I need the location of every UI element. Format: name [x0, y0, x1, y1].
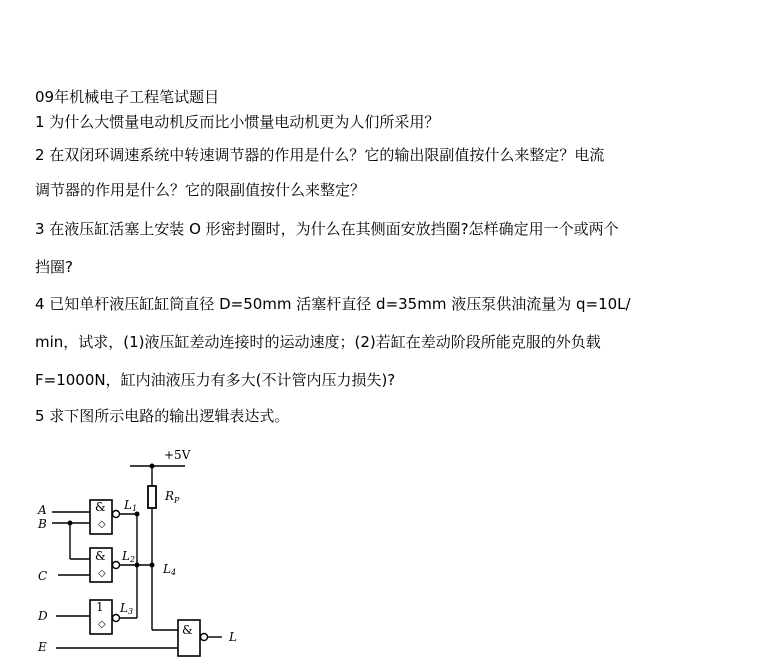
gate-2-oc-mark: ◇ — [98, 568, 106, 579]
gate-4-symbol: & — [182, 623, 193, 637]
question-5: 5 求下图所示电路的输出逻辑表达式。 — [35, 407, 290, 425]
resistor-label: $R_P$ — [165, 489, 180, 505]
input-d-label: D — [38, 609, 48, 623]
supply-label: +5V — [164, 448, 191, 462]
pullup-resistor — [148, 486, 156, 508]
document-title: 09年机械电子工程笔试题目 — [35, 88, 220, 106]
question-3-line-1: 3 在液压缸活塞上安装 O 形密封圈时，为什么在其侧面安放挡圈?怎样确定用一个或两个 — [35, 220, 619, 238]
l2-label: L2 — [122, 549, 136, 564]
gate-3-output-bubble — [113, 615, 120, 622]
l1-label: L1 — [124, 498, 138, 513]
gate-1-symbol: & — [95, 500, 106, 514]
logic-circuit-diagram — [0, 440, 766, 662]
junction-dot — [68, 521, 73, 526]
input-c-label: C — [38, 569, 48, 583]
question-3-line-2: 挡圈? — [35, 258, 73, 276]
question-2-line-2: 调节器的作用是什么？它的限副值按什么来整定？ — [35, 181, 366, 199]
l3-label: L3 — [120, 601, 134, 616]
output-l-label: L — [229, 630, 237, 644]
gate-1-output-bubble — [113, 511, 120, 518]
l4-label: L4 — [163, 562, 177, 577]
question-2-line-1: 2 在双闭环调速系统中转速调节器的作用是什么？它的输出限副值按什么来整定？电流 — [35, 146, 605, 164]
input-b-label: B — [38, 517, 47, 531]
input-a-label: A — [38, 503, 47, 517]
gate-1-oc-mark: ◇ — [98, 519, 106, 530]
gate-2-output-bubble — [113, 562, 120, 569]
question-1: 1 为什么大惯量电动机反而比小惯量电动机更为人们所采用？ — [35, 113, 440, 131]
junction-dot — [150, 563, 155, 568]
question-4-line-2: min，试求，(1)液压缸差动连接时的运动速度；(2)若缸在差动阶段所能克服的外负载 — [35, 333, 601, 351]
junction-dot — [135, 563, 140, 568]
gate-3-symbol: 1 — [96, 600, 104, 614]
question-4-line-3: F=1000N，缸内油液压力有多大(不计管内压力损失)? — [35, 371, 396, 389]
input-e-label: E — [38, 640, 47, 654]
question-4-line-1: 4 已知单杆液压缸缸筒直径 D=50mm 活塞杆直径 d=35mm 液压泵供油流量为 q=10L/ — [35, 295, 631, 313]
gate-3-oc-mark: ◇ — [98, 619, 106, 630]
junction-dot — [150, 464, 155, 469]
gate-2-symbol: & — [95, 549, 106, 563]
gate-4-output-bubble — [201, 634, 208, 641]
